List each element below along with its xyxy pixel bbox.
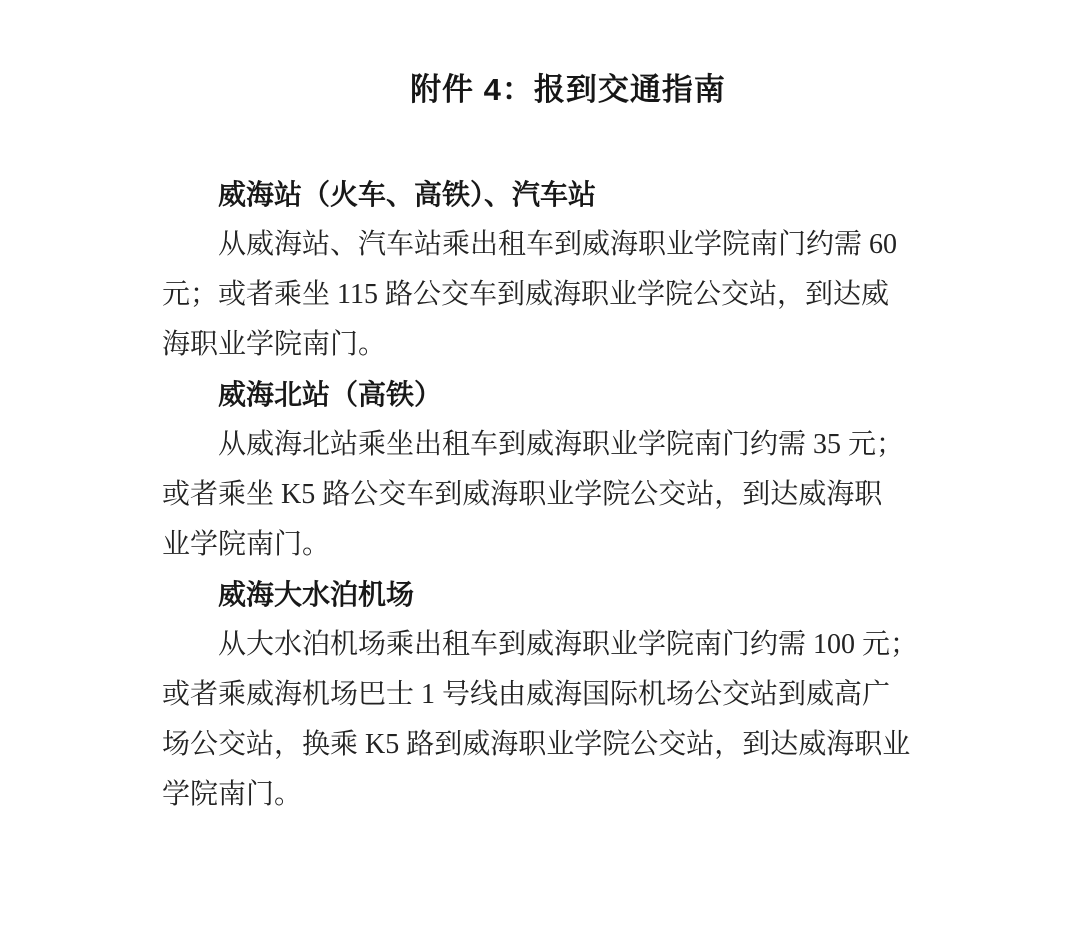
paragraph-line: 或者乘威海机场巴士 1 号线由威海国际机场公交站到威高广 <box>162 679 891 710</box>
section-paragraph <box>162 220 922 370</box>
section-heading: 威海大水泊机场 <box>218 579 415 610</box>
paragraph-line: 学院南门。 <box>162 779 303 810</box>
paragraph-line: 或者乘坐 K5 路公交车到威海职业学院公交站，到达威海职 <box>162 479 883 510</box>
section-heading: 威海北站（高铁） <box>218 379 443 410</box>
section-paragraph <box>162 620 922 820</box>
paragraph-line: 从大水泊机场乘出租车到威海职业学院南门约需 100 元； <box>218 629 919 660</box>
paragraph-line: 元；或者乘坐 115 路公交车到威海职业学院公交站，到达威 <box>162 279 889 310</box>
section-heading: 威海站（火车、高铁）、汽车站 <box>218 179 597 210</box>
paragraph-line: 从威海站、汽车站乘出租车到威海职业学院南门约需 60 <box>218 229 898 260</box>
paragraph-line: 从威海北站乘坐出租车到威海职业学院南门约需 35 元； <box>218 429 905 460</box>
paragraph-line: 业学院南门。 <box>162 529 331 560</box>
paragraph-line: 场公交站，换乘 K5 路到威海职业学院公交站，到达威海职业 <box>162 729 911 760</box>
page-title: 附件 4：报到交通指南 <box>410 72 726 107</box>
document-body <box>162 170 922 820</box>
transport-section <box>162 170 922 370</box>
paragraph-line: 海职业学院南门。 <box>162 329 387 360</box>
transport-section <box>162 570 922 820</box>
section-paragraph <box>162 420 922 570</box>
transport-section <box>162 370 922 570</box>
